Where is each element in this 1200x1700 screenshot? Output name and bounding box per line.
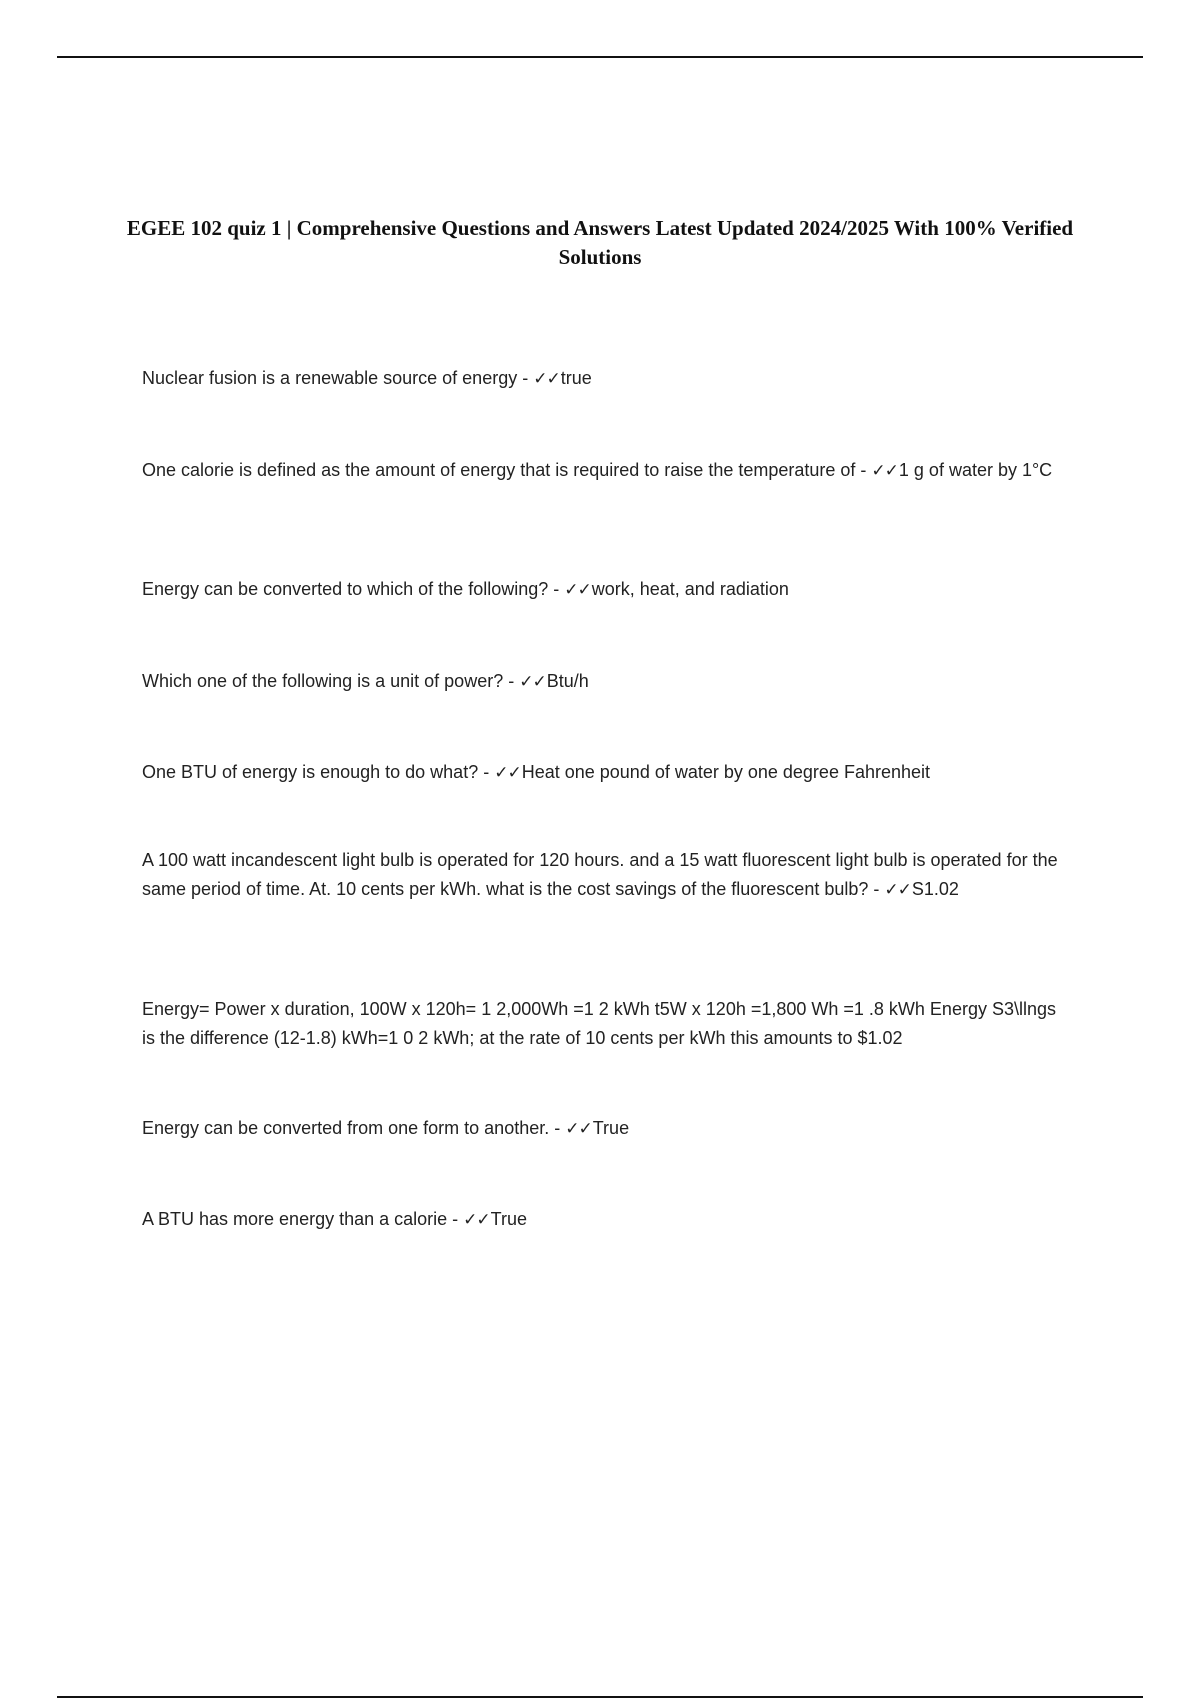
double-check-icon: ✓✓ [533,369,560,389]
qa-item-1 [142,364,1072,394]
double-check-icon: ✓✓ [494,763,521,783]
question-text: A BTU has more energy than a calorie - [142,1209,464,1229]
answer-text: S1.02 [911,879,959,899]
answer-text: True [490,1209,527,1229]
question-text: One BTU of energy is enough to do what? - [142,762,495,782]
question-text: One calorie is defined as the amount of energy that is required to raise the temperature of - [142,460,872,480]
answer-text: Heat one pound of water by one degree Fahrenheit [521,762,931,782]
question-text: Nuclear fusion is a renewable source of energy - [142,368,534,388]
top-rule [57,56,1143,58]
answer-text: 1 g of water by 1°C [898,460,1053,480]
answer-text: Btu/h [546,671,589,691]
double-check-icon: ✓✓ [564,580,591,600]
qa-item-9 [142,1205,1072,1235]
question-text: Energy can be converted from one form to another. - [142,1118,566,1138]
question-text: Energy can be converted to which of the following? - [142,579,565,599]
double-check-icon: ✓✓ [884,880,911,900]
answer-text: work, heat, and radiation [591,579,789,599]
double-check-icon: ✓✓ [565,1119,592,1139]
answer-text: true [560,368,592,388]
double-check-icon: ✓✓ [463,1210,490,1230]
qa-item-5 [142,758,1072,788]
document-title: EGEE 102 quiz 1 | Comprehensive Questions and Answers Latest Updated 2024/2025 With 100% Verified Solutions [126,216,1074,269]
qa-item-2 [142,456,1072,486]
double-check-icon: ✓✓ [519,672,546,692]
qa-item-7-explanation [142,995,1072,1053]
qa-item-6 [142,846,1072,905]
answer-text: True [592,1118,630,1138]
qa-item-4 [142,667,1072,697]
qa-item-3 [142,575,1072,605]
explanation-text: Energy= Power x duration, 100W x 120h= 1 2,000Wh =1 2 kWh t5W x 120h =1,800 Wh =1 .8 kWh Energy S3\llngs is the difference (12-1.8) kWh=1 0 2 kWh; at the rate of 10 cents per kWh this amounts to $1.02 [142,999,1057,1048]
bottom-rule [57,1696,1143,1698]
double-check-icon: ✓✓ [871,461,898,481]
question-text: A 100 watt incandescent light bulb is operated for 120 hours. and a 15 watt fluorescent light bulb is operated for the same period of time. At. 10 cents per kWh. what is the cost savings of the fluorescent bulb? - [142,850,1058,899]
qa-item-8 [142,1114,1072,1144]
question-text: Which one of the following is a unit of power? - [142,671,520,691]
